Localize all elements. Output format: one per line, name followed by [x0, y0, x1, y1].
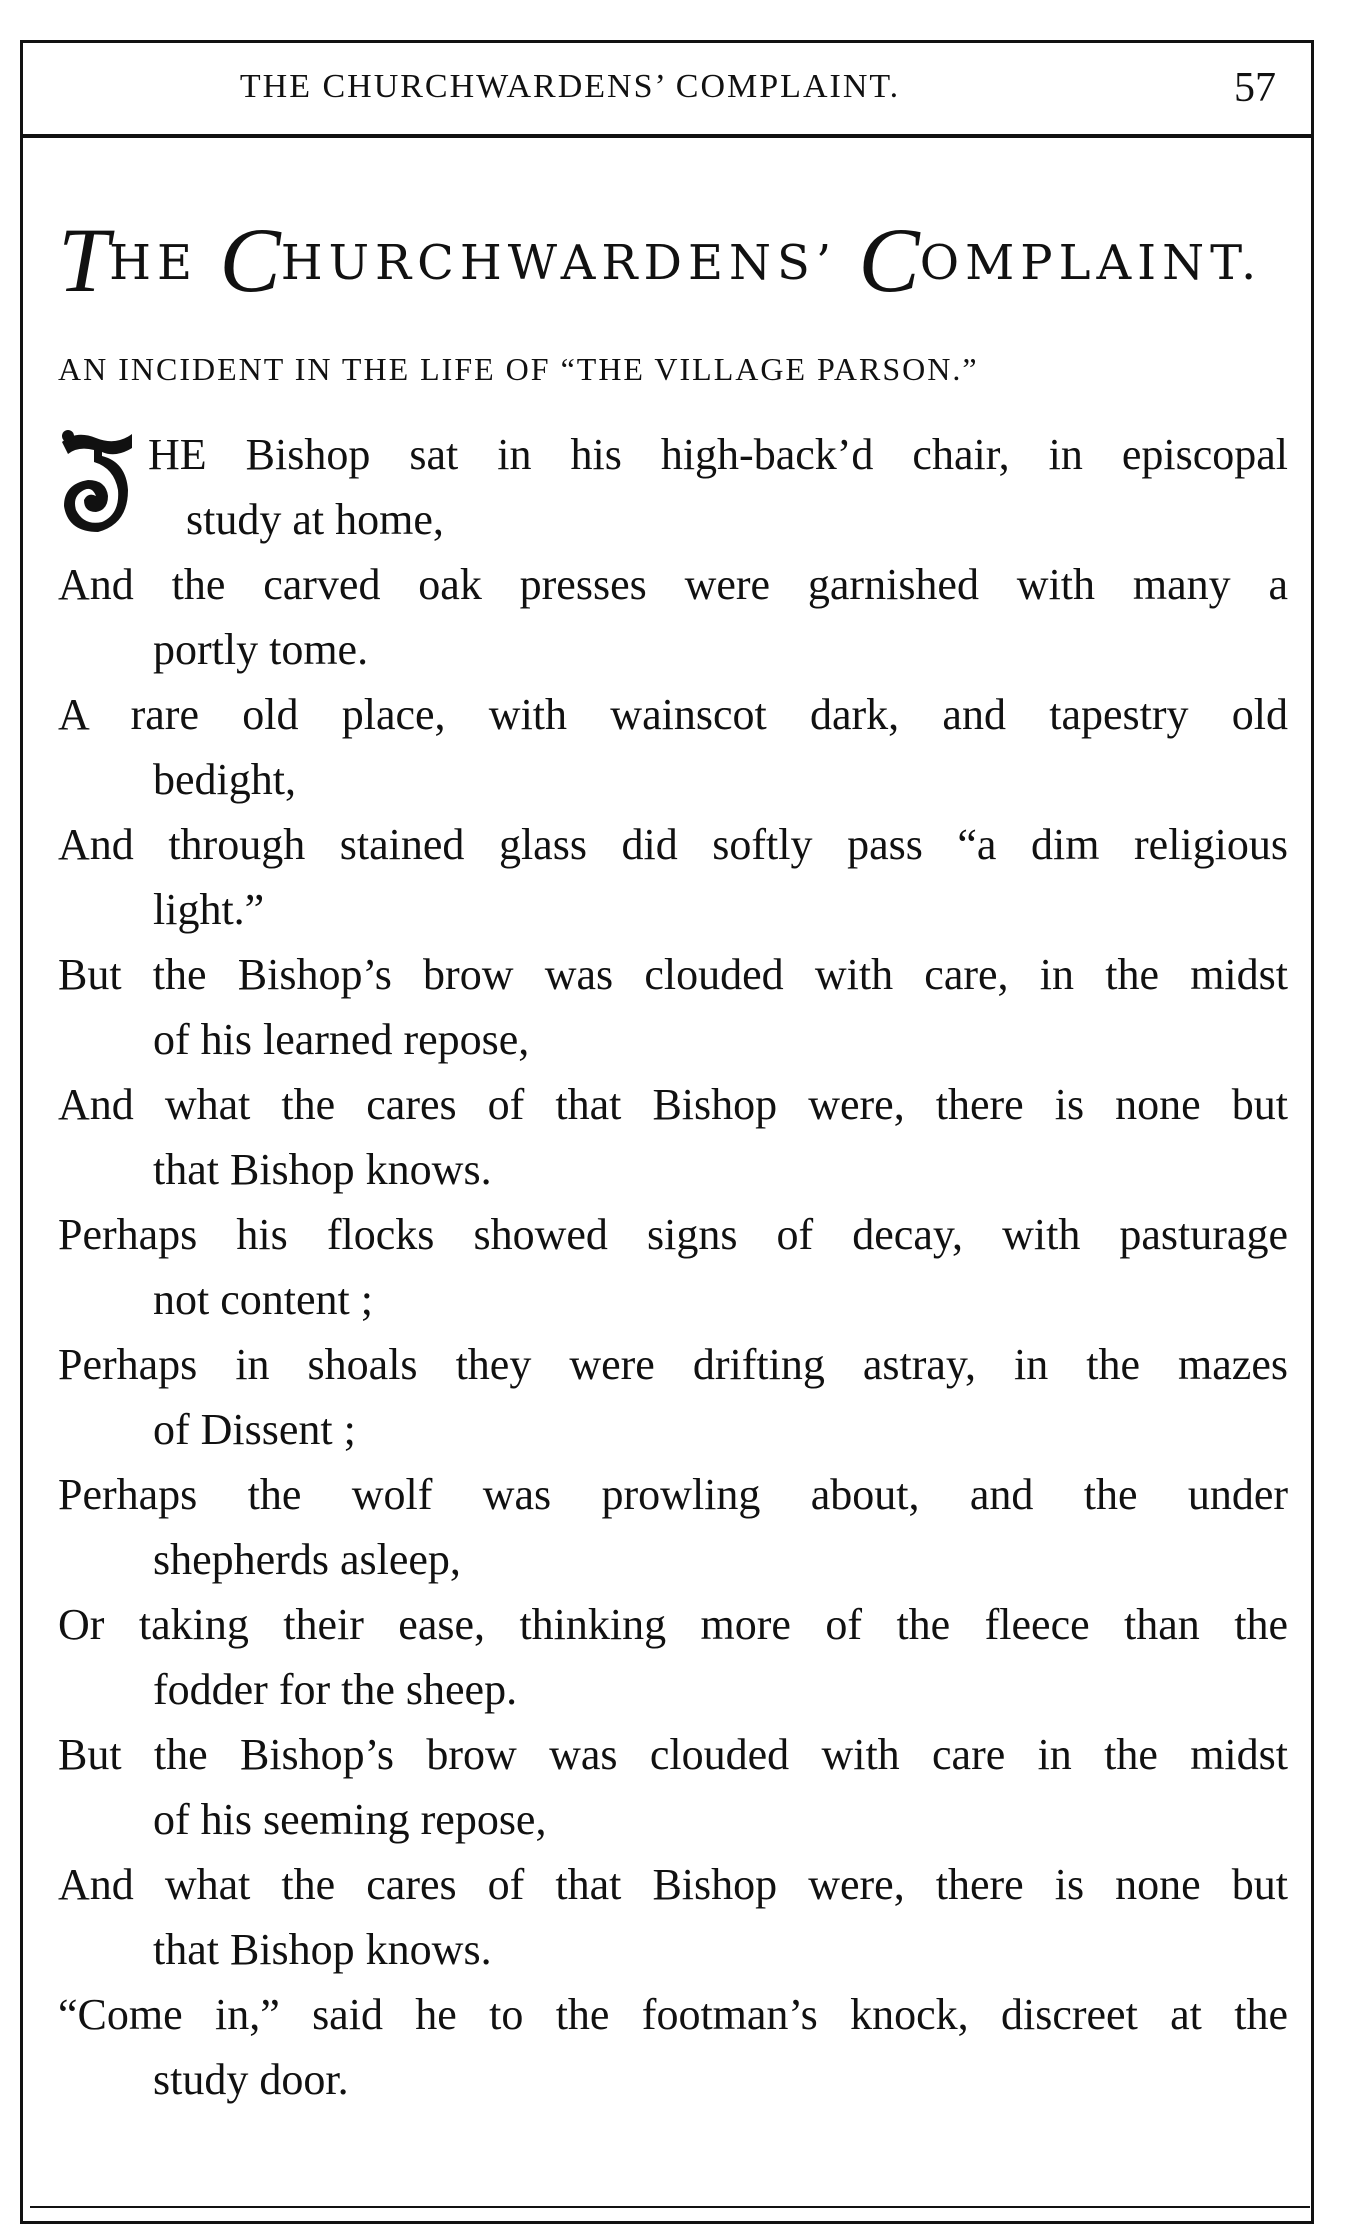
page-number: 57	[1234, 65, 1276, 111]
poem-line-wrap: bedight,	[153, 755, 296, 804]
poem-line-wrap: shepherds asleep,	[153, 1535, 461, 1584]
poem-line: A rare old place, with wainscot dark, and tapestry old	[58, 690, 1288, 739]
poem-line-wrap: that Bishop knows.	[153, 1925, 492, 1974]
poem-line: But the Bishop’s brow was clouded with care in the midst	[58, 1730, 1288, 1779]
poem-line-wrap: that Bishop knows.	[153, 1145, 492, 1194]
poem-line: And the carved oak presses were garnished with many a	[58, 560, 1288, 609]
poem-line: Or taking their ease, thinking more of the fleece than the	[58, 1600, 1288, 1649]
poem	[58, 422, 1288, 2112]
poem-line: Perhaps the wolf was prowling about, and the under	[58, 1470, 1288, 1519]
title-initial: T	[58, 209, 110, 311]
poem-line-wrap: of his learned repose,	[153, 1015, 530, 1064]
title-text: HE	[109, 235, 220, 291]
poem-line: But the Bishop’s brow was clouded with care, in the midst	[58, 950, 1288, 999]
poem-line-wrap: of his seeming repose,	[153, 1795, 547, 1844]
page-content	[58, 200, 1288, 2112]
ornamental-dropcap-icon	[58, 428, 136, 538]
poem-lines	[58, 552, 1288, 2112]
poem-line: And through stained glass did softly pass “a dim religious	[58, 820, 1288, 869]
poem-line: And what the cares of that Bishop were, there is none but	[58, 1080, 1288, 1129]
poem-line: “Come in,” said he to the footman’s knock, discreet at the	[58, 1990, 1288, 2039]
poem-line-wrap: not content ;	[153, 1275, 373, 1324]
dropcap-ornament	[58, 428, 136, 538]
poem-line-wrap: of Dissent ;	[153, 1405, 356, 1454]
poem-line: And what the cares of that Bishop were, there is none but	[58, 1860, 1288, 1909]
bottom-rule	[30, 2206, 1310, 2208]
running-header	[20, 40, 1314, 138]
poem-line-wrap: study at home,	[186, 495, 444, 544]
poem-line: Perhaps in shoals they were drifting astray, in the mazes	[58, 1340, 1288, 1389]
poem-line: HE Bishop sat in his high-back’d chair, in episcopal	[148, 430, 1288, 479]
poem-line: Perhaps his flocks showed signs of decay, with pasturage	[58, 1210, 1288, 1259]
chapter-title	[58, 209, 1288, 311]
title-text: OMPLAINT.	[919, 235, 1263, 291]
poem-line-wrap: light.”	[153, 885, 265, 934]
running-title: THE CHURCHWARDENS’ COMPLAINT.	[239, 68, 901, 105]
poem-line-wrap: study door.	[153, 2055, 349, 2104]
title-initial: C	[858, 209, 920, 311]
title-text: HURCHWARDENS’	[280, 235, 859, 291]
title-initial: C	[219, 209, 281, 311]
chapter-subtitle: AN INCIDENT IN THE LIFE OF “THE VILLAGE PARSON.”	[58, 351, 979, 387]
poem-line-wrap: portly tome.	[153, 625, 369, 674]
poem-stanza-first	[58, 422, 1288, 552]
poem-line-wrap: fodder for the sheep.	[153, 1665, 518, 1714]
